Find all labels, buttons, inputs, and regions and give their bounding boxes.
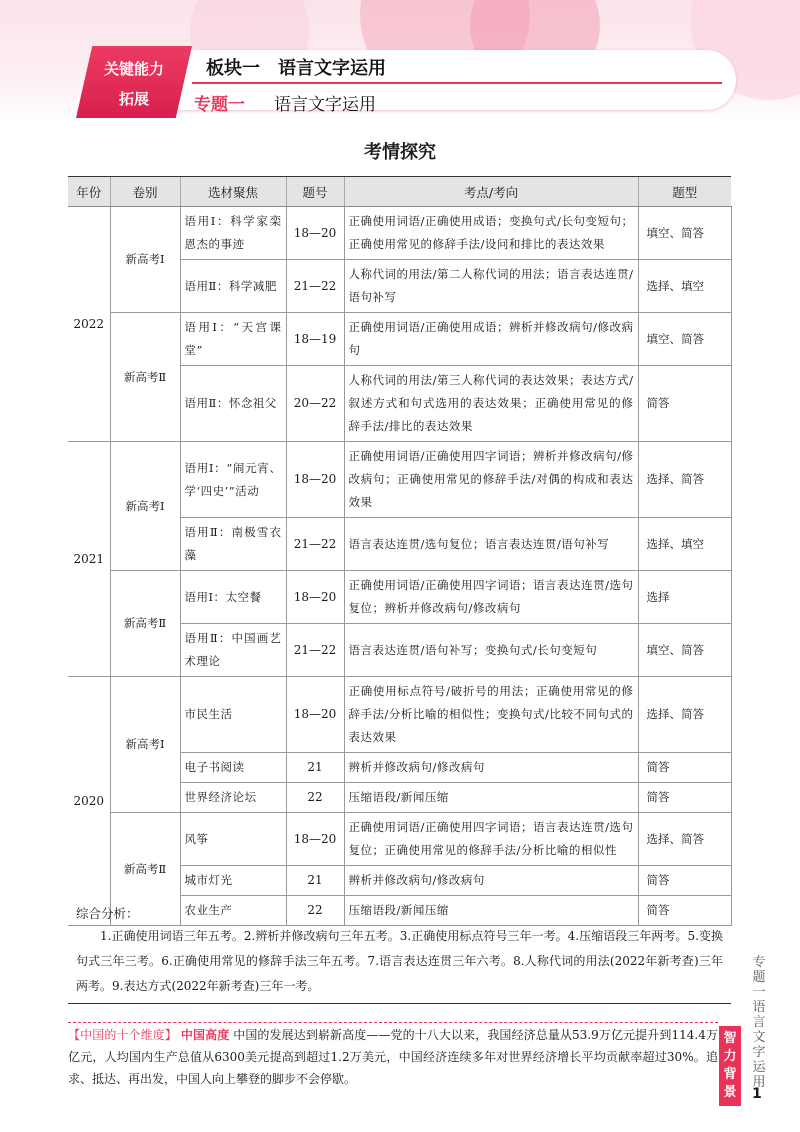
- table-row: [68, 442, 731, 518]
- type-cell: 选择、填空: [638, 518, 731, 571]
- page-heading: 考情探究: [364, 142, 436, 163]
- header-volume: 卷别: [110, 177, 180, 207]
- number-cell: 18—20: [286, 442, 344, 518]
- header-year: 年份: [68, 177, 110, 207]
- topic-cell: 电子书阅读: [180, 753, 286, 783]
- type-cell: 简答: [638, 866, 731, 896]
- table-row: [68, 207, 731, 260]
- type-cell: 填空、简答: [638, 624, 731, 677]
- topic-cell: 语用Ⅰ：科学家栾恩杰的事迹: [180, 207, 286, 260]
- points-cell: 辨析并修改病句/修改病句: [344, 753, 638, 783]
- topic-cell: 语用Ⅱ：怀念祖父: [180, 366, 286, 442]
- type-cell: 选择、简答: [638, 813, 731, 866]
- volume-cell: 新高考Ⅱ: [110, 813, 180, 926]
- summary-text: 1.正确使用词语三年五考。2.辨析并修改病句三年五考。3.正确使用标点符号三年一考。4.压缩语段三年两考。5.变换句式三年三考。6.正确使用常见的修辞手法三年五考。7.语言表达连贯三年六考。8.人称代词的用法(2022年新考查)三年两考。9.表达方式(2022年新考查)三年一考。: [76, 929, 723, 993]
- points-cell: 辨析并修改病句/修改病句: [344, 866, 638, 896]
- number-cell: 18—20: [286, 813, 344, 866]
- type-cell: 简答: [638, 783, 731, 813]
- table-row: [68, 813, 731, 866]
- year-cell: 2020: [68, 677, 110, 926]
- points-cell: 正确使用标点符号/破折号的用法；正确使用常见的修辞手法/分析比喻的相似性；变换句式/比较不同句式的表达效果: [344, 677, 638, 753]
- type-cell: 填空、简答: [638, 207, 731, 260]
- topic-cell: 城市灯光: [180, 866, 286, 896]
- points-cell: 语言表达连贯/选句复位；语言表达连贯/语句补写: [344, 518, 638, 571]
- points-cell: 正确使用词语/正确使用成语；辨析并修改病句/修改病句: [344, 313, 638, 366]
- volume-cell: 新高考Ⅰ: [110, 442, 180, 571]
- section-banner: [76, 46, 736, 118]
- volume-cell: 新高考Ⅱ: [110, 313, 180, 442]
- header-topic: 选材聚焦: [180, 177, 286, 207]
- volume-cell: 新高考Ⅰ: [110, 677, 180, 813]
- banner-title: 板块一 语言文字运用: [206, 58, 386, 79]
- note-highlight: 中国高度: [180, 1028, 230, 1042]
- points-cell: 语言表达连贯/语句补写；变换句式/长句变短句: [344, 624, 638, 677]
- topic-cell: 农业生产: [180, 896, 286, 926]
- banner-bar: [96, 50, 736, 110]
- points-cell: 人称代词的用法/第二人称代词的用法；语言表达连贯/语句补写: [344, 260, 638, 313]
- volume-cell: 新高考Ⅱ: [110, 571, 180, 677]
- points-cell: 压缩语段/新闻压缩: [344, 783, 638, 813]
- number-cell: 22: [286, 896, 344, 926]
- topic-cell: 语用Ⅰ：“天宫课堂”: [180, 313, 286, 366]
- page-number: 1: [752, 1086, 762, 1102]
- summary-section: [68, 902, 731, 1004]
- banner-divider: [192, 82, 722, 84]
- points-cell: 正确使用词语/正确使用四字词语；语言表达连贯/选句复位；正确使用常见的修辞手法/分析比喻的相似性: [344, 813, 638, 866]
- banner-subtitle-prefix: 专题一: [194, 95, 245, 115]
- points-cell: 正确使用词语/正确使用成语；变换句式/长句变短句；正确使用常见的修辞手法/设问和排比的表达效果: [344, 207, 638, 260]
- note-tag: 【中国的十个维度】: [68, 1028, 177, 1042]
- topic-cell: 语用Ⅰ：“闹元宵、学‘四史’”活动: [180, 442, 286, 518]
- topic-cell: 语用Ⅰ：太空餐: [180, 571, 286, 624]
- topic-cell: 语用Ⅱ：中国画艺术理论: [180, 624, 286, 677]
- table-header-row: [68, 177, 731, 207]
- number-cell: 21—22: [286, 518, 344, 571]
- header-points: 考点/考向: [344, 177, 638, 207]
- number-cell: 18—20: [286, 207, 344, 260]
- note-text: 中国的发展达到崭新高度——党的十八大以来，我国经济总量从53.9万亿元提升到114.4万亿元，人均国内生产总值从6300美元提高到超过1.2万美元，中国经济连续多年对世界经济增长平均贡献率超过30%。追求、抵达、再出发，中国人向上攀登的脚步不会停歇。: [68, 1028, 718, 1086]
- table-row: [68, 571, 731, 624]
- points-cell: 正确使用词语/正确使用四字词语；辨析并修改病句/修改病句；正确使用常见的修辞手法/对偶的构成和表达效果: [344, 442, 638, 518]
- topic-cell: 市民生活: [180, 677, 286, 753]
- table-row: [68, 677, 731, 753]
- topic-cell: 语用Ⅱ：科学减肥: [180, 260, 286, 313]
- topic-cell: 语用Ⅱ：南极雪衣藻: [180, 518, 286, 571]
- year-cell: 2022: [68, 207, 110, 442]
- topic-cell: 世界经济论坛: [180, 783, 286, 813]
- tag-line1: 关键能力: [103, 60, 164, 78]
- year-cell: 2021: [68, 442, 110, 677]
- tag-line2: 拓展: [118, 90, 149, 108]
- number-cell: 22: [286, 783, 344, 813]
- number-cell: 18—19: [286, 313, 344, 366]
- number-cell: 21—22: [286, 624, 344, 677]
- points-cell: 正确使用词语/正确使用四字词语；语言表达连贯/选句复位；辨析并修改病句/修改病句: [344, 571, 638, 624]
- points-cell: 压缩语段/新闻压缩: [344, 896, 638, 926]
- intelligence-background-badge: 智力背景: [719, 1026, 741, 1106]
- type-cell: 简答: [638, 366, 731, 442]
- type-cell: 选择: [638, 571, 731, 624]
- points-cell: 人称代词的用法/第三人称代词的表达效果；表达方式/叙述方式和句式选用的表达效果；正确使用常见的修辞手法/排比的表达效果: [344, 366, 638, 442]
- volume-cell: 新高考Ⅰ: [110, 207, 180, 313]
- table-row: [68, 313, 731, 366]
- number-cell: 20—22: [286, 366, 344, 442]
- banner-subtitle-text: 语言文字运用: [274, 95, 376, 115]
- type-cell: 选择、简答: [638, 442, 731, 518]
- exam-analysis-table: [68, 176, 732, 926]
- background-note: [68, 1024, 718, 1090]
- type-cell: 选择、简答: [638, 677, 731, 753]
- number-cell: 21—22: [286, 260, 344, 313]
- number-cell: 18—20: [286, 677, 344, 753]
- type-cell: 简答: [638, 896, 731, 926]
- number-cell: 18—20: [286, 571, 344, 624]
- summary-label: 综合分析：: [76, 906, 139, 921]
- type-cell: 选择、填空: [638, 260, 731, 313]
- type-cell: 填空、简答: [638, 313, 731, 366]
- bottom-divider: [68, 1022, 718, 1023]
- topic-cell: 风筝: [180, 813, 286, 866]
- header-number: 题号: [286, 177, 344, 207]
- number-cell: 21: [286, 753, 344, 783]
- header-type: 题型: [638, 177, 731, 207]
- type-cell: 简答: [638, 753, 731, 783]
- side-chapter-label: 专题一 语言文字运用: [752, 955, 779, 1090]
- number-cell: 21: [286, 866, 344, 896]
